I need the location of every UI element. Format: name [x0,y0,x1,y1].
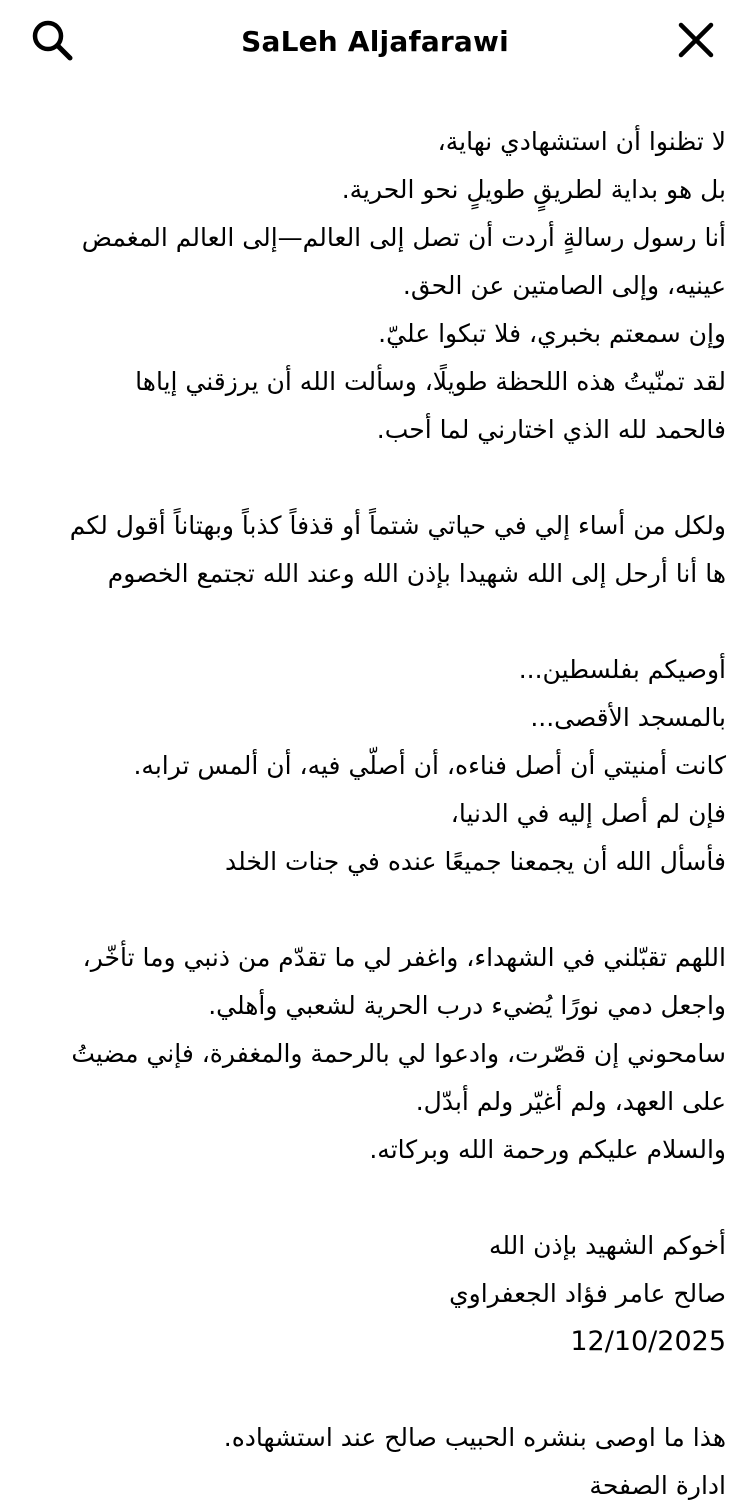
paragraph-gap [36,1366,726,1414]
post-line: فالحمد لله الذي اختارني لما أحب. [376,415,726,444]
post-line: واجعل دمي نورًا يُضيء درب الحرية لشعبي وأهلي. [208,991,726,1020]
signature-name: صالح عامر فؤاد الجعفراوي [449,1279,726,1308]
post-line: أنا رسول رسالةٍ أردت أن تصل إلى العالم—إلى العالم المغمض [81,223,726,252]
footer-line: ادارة الصفحة [589,1471,726,1500]
signature-date: 12/10/2025 [570,1326,726,1357]
post-line: ولكل من أساء إلي في حياتي شتماً أو قذفاً كذباً وبهتاناً أقول لكم [69,511,726,540]
post-line: بل هو بداية لطريقٍ طويلٍ نحو الحرية. [341,175,726,204]
paragraph-gap [36,598,726,646]
post-line: والسلام عليكم ورحمة الله وبركاته. [369,1135,726,1164]
close-button[interactable] [672,16,720,64]
paragraph-gap [36,454,726,502]
signature-date-line [36,1318,726,1366]
top-bar [0,0,750,84]
post-line: ها أنا أرحل إلى الله شهيدا بإذن الله وعند الله تجتمع الخصوم [107,559,726,588]
signature-line: أخوكم الشهيد بإذن الله [488,1231,726,1260]
post-line: اللهم تقبّلني في الشهداء، واغفر لي ما تقدّم من ذنبي وما تأخّر، [82,943,726,972]
paragraph-gap [36,1174,726,1222]
post-line: فإن لم أصل إليه في الدنيا، [450,799,726,828]
post-line: عينيه، وإلى الصامتين عن الحق. [402,271,726,300]
post-line: أوصيكم بفلسطين... [518,655,726,684]
page-title: SaLeh Aljafarawi [241,25,509,58]
paragraph-gap [36,886,726,934]
post-line: وإن سمعتم بخبري، فلا تبكوا عليّ. [378,319,726,348]
post-line: على العهد، ولم أغيّر ولم أبدّل. [415,1087,726,1116]
post-line: فأسأل الله أن يجمعنا جميعًا عنده في جنات الخلد [224,847,726,876]
post-line: لا تظنوا أن استشهادي نهاية، [437,127,726,156]
post-text [36,118,726,1510]
post-line: كانت أمنيتي أن أصل فناءه، أن أصلّي فيه، أن ألمس ترابه. [133,751,726,780]
post-line: بالمسجد الأقصى... [530,703,726,732]
footer-line: هذا ما اوصى بنشره الحبيب صالح عند استشهاده. [223,1423,726,1452]
close-icon [676,20,716,60]
post-line: سامحوني إن قصّرت، وادعوا لي بالرحمة والمغفرة، فإني مضيتُ [71,1039,726,1068]
post-line: لقد تمنّيتُ هذه اللحظة طويلًا، وسألت الله أن يرزقني إياها [135,367,726,396]
